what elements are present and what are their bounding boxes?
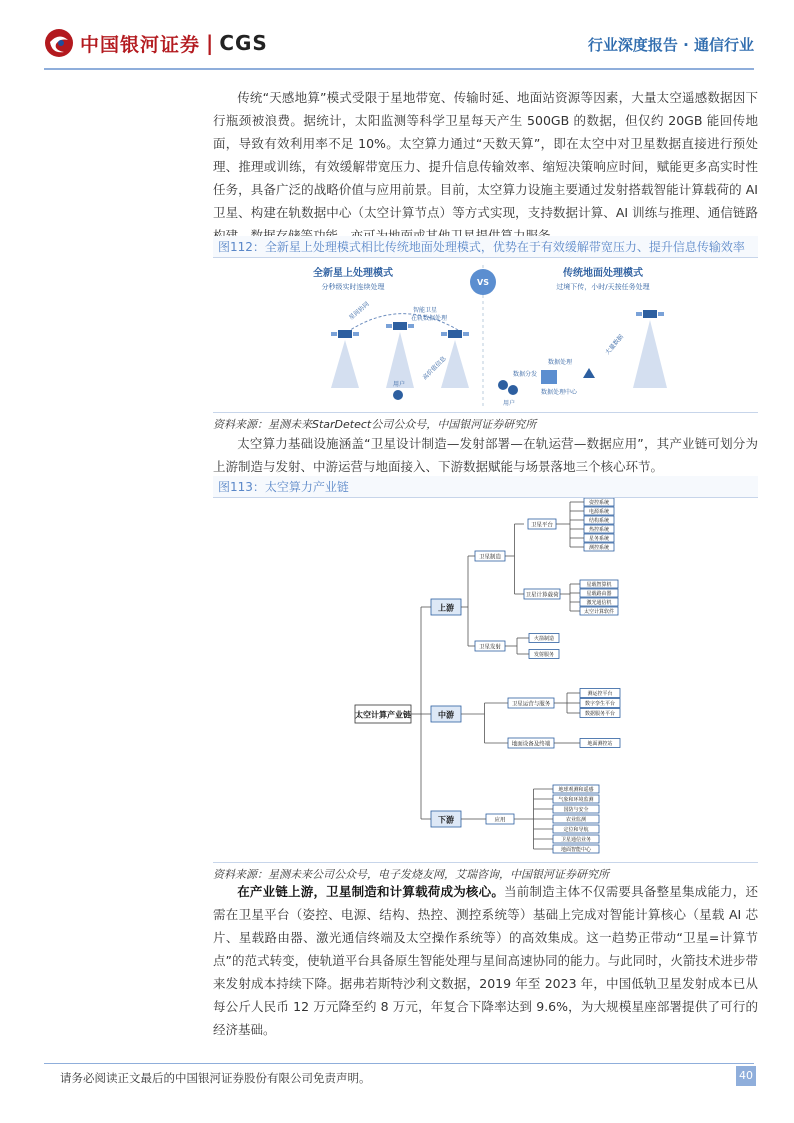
- footer-divider: [44, 1063, 754, 1064]
- right-title: 传统地面处理模式: [563, 268, 643, 279]
- label-user2: 用户: [503, 400, 516, 407]
- leaf-platform-item-label: 结构系统: [588, 518, 610, 524]
- label-highvalue: 高价值信息: [421, 355, 448, 382]
- node-sat-launch-label: 卫星发射: [478, 644, 502, 651]
- leaf-application-item-label: 地面智能中心: [560, 847, 592, 853]
- vs-label: VS: [477, 278, 489, 287]
- label-zhineng: 智能卫星: [413, 307, 438, 314]
- satellite-icon: [636, 310, 664, 318]
- satellite-icon: [441, 330, 469, 338]
- satellite-icon: [331, 330, 359, 338]
- tier-downstream-label: 下游: [438, 815, 454, 825]
- para1-text: 传统“天感地算”模式受限于星地带宽、传输时延、地面站资源等因素，大量太空遥感数据因下行瓶颈被浪费。据统计，太阳监测等科学卫星每天产生 500GB 的数据，但仅约 20GB 能回传地面，导致有效利用率不足 10%。太空算力通过“天数天算”，即在太空中对卫星数据直接进行预处理、推理或训练，有效缓解带宽压力、提升信息传输效率、缩短决策响应时间，赋能更多高实时性任务，具备广泛的战略价值与应用前景。目前，太空算力设施主要通过发射搭载智能计算载荷的 AI 卫星、构建在轨数据中心（太空计算节点）等方式实现，支持数据计算、AI 训练与推理、通信链路: [213, 90, 758, 220]
- logo-separator: |: [206, 31, 214, 55]
- figure-113-caption: 图113：太空算力产业链: [213, 476, 758, 498]
- leaf-platform-item-label: 星务系统: [588, 536, 610, 542]
- user-icon: [508, 385, 518, 395]
- user-icon: [393, 390, 403, 400]
- leaf-application-item-label: 地球观测和遥感: [558, 787, 594, 793]
- sensor-cone: [331, 340, 359, 388]
- para3-text: 当前制造主体不仅需要具备整星集成能力，还需在卫星平台（姿控、电源、结构、热控、测控系统等）基础上完成对智能计算核心（星载 AI 芯片、星载路由器、激光通信终端及太空操作系统等）的高效集成。这一趋势正带动“卫星=计算节点”的范式转变，使轨道平台具备原生智能处理与星间高速协同的能力。与此同时，火箭技术进步带来发射成本持续下降。据弗若斯特沙利文数据，2019 年至 2023 年，中国低轨卫星发射成本已从每公斤人民币 12 万元降至约 8 万元，年复合下降率达到 9.6%，为大规模星座部署提供了可行的经济基础。: [213, 884, 758, 1037]
- leaf-launch-item-label: 发射服务: [533, 652, 555, 658]
- report-type: 行业深度报告 · 通信行业: [587, 36, 754, 54]
- figure-113: [213, 498, 758, 860]
- node-sat-manufacturing-label: 卫星制造: [478, 554, 502, 561]
- label-dataproc: 数据处理: [548, 359, 573, 366]
- leaf-application-item-label: 卫星通信业务: [560, 837, 592, 843]
- figure-113-tree: [213, 498, 758, 860]
- para2-text: 太空算力基础设施涵盖“卫星设计制造—发射部署—在轨运营—数据应用”，其产业链可划分为上游制造与发射、中游运营与地面接入、下游数据赋能与场景落地三个核心环节。: [213, 436, 758, 474]
- cgs-logo-icon: [44, 28, 74, 58]
- leaf-operations-item-label: 测运控平台: [587, 691, 613, 697]
- body-paragraph-3: [213, 880, 758, 1041]
- brand-logo: [44, 28, 268, 58]
- figure-112-diagram: [213, 260, 758, 410]
- label-bigdata: 大量数据: [604, 333, 625, 357]
- leaf-payload-item-label: 激光通信机: [586, 600, 612, 606]
- leaf-operations-item-label: 数字孪生平台: [584, 701, 616, 707]
- tier-midstream-label: 中游: [438, 710, 454, 720]
- sensor-cone: [441, 340, 469, 388]
- logo-cn-text: 中国银河证券: [80, 33, 201, 56]
- leaf-ground-item-label: 地面测控站: [587, 741, 613, 747]
- data-center-icon: [541, 370, 557, 384]
- leaf-operations-item-label: 数据服务平台: [584, 711, 616, 717]
- sensor-cone: [386, 332, 414, 388]
- sensor-cone: [633, 320, 667, 388]
- leaf-payload-item-label: 星载路由器: [586, 591, 612, 597]
- tree-root-label: 太空计算产业链: [355, 710, 411, 720]
- right-subtitle: 过境下传，小时/天按任务处理: [556, 283, 650, 291]
- label-onboard: 在轨数据处理: [411, 315, 448, 322]
- node-ground-equipment-label: 地面设备及终端: [511, 741, 551, 748]
- leaf-payload-item-label: 太空计算软件: [583, 609, 615, 615]
- node-sat-compute-payload-label: 卫星计算载荷: [525, 592, 559, 599]
- left-title: 全新星上处理模式: [313, 268, 393, 279]
- leaf-application-item-label: 农业监测: [565, 817, 587, 823]
- leaf-application-item-label: 国防与安全: [563, 807, 589, 813]
- leaf-application-item-label: 气象和环境监测: [558, 797, 594, 803]
- node-sat-operations-label: 卫星运营与服务: [511, 701, 551, 708]
- leaf-platform-item-label: 电源系统: [588, 509, 610, 515]
- label-xingjian: 星间协同: [347, 300, 371, 322]
- figure-113-source: 资料来源：星测未来公司公众号，电子发烧友网，艾瑞咨询，中国银河证券研究所: [213, 862, 758, 882]
- logo-en-text: CGS: [219, 31, 268, 55]
- leaf-launch-item-label: 火箭制造: [533, 636, 555, 642]
- leaf-platform-item-label: 热控系统: [588, 527, 610, 533]
- ground-antenna-icon: [583, 368, 595, 378]
- page-number: 40: [736, 1066, 756, 1086]
- node-application-label: 应用: [494, 817, 506, 824]
- figure-112-caption: 图112：全新星上处理模式相比传统地面处理模式，优势在于有效缓解带宽压力、提升信息传输效率: [213, 236, 758, 258]
- tier-upstream-label: 上游: [438, 603, 454, 613]
- page-header: [0, 0, 794, 70]
- leaf-application-item-label: 定位和导航: [563, 827, 589, 833]
- leaf-platform-item-label: 测控系统: [588, 545, 610, 551]
- body-paragraph-1: [213, 86, 758, 247]
- label-datadist: 数据分发: [513, 371, 538, 378]
- figure-112: [213, 260, 758, 410]
- label-user: 用户: [393, 381, 406, 388]
- satellite-icon: [386, 322, 414, 330]
- node-sat-platform-label: 卫星平台: [530, 522, 554, 529]
- label-center: 数据处理中心: [541, 389, 578, 396]
- footer-disclaimer: 请务必阅读正文最后的中国银河证券股份有限公司免责声明。: [60, 1071, 371, 1085]
- para3-lead: 在产业链上游，卫星制造和计算载荷成为核心。: [237, 884, 505, 899]
- body-paragraph-2: [213, 432, 758, 478]
- left-subtitle: 分秒级实时连续处理: [321, 283, 385, 291]
- header-divider: [44, 68, 754, 70]
- leaf-payload-item-label: 星载智算机: [586, 582, 612, 588]
- figure-112-source: 资料来源：星测未来StarDetect公司公众号，中国银河证券研究所: [213, 412, 758, 432]
- user-icon: [498, 380, 508, 390]
- leaf-platform-item-label: 姿控系统: [588, 500, 610, 506]
